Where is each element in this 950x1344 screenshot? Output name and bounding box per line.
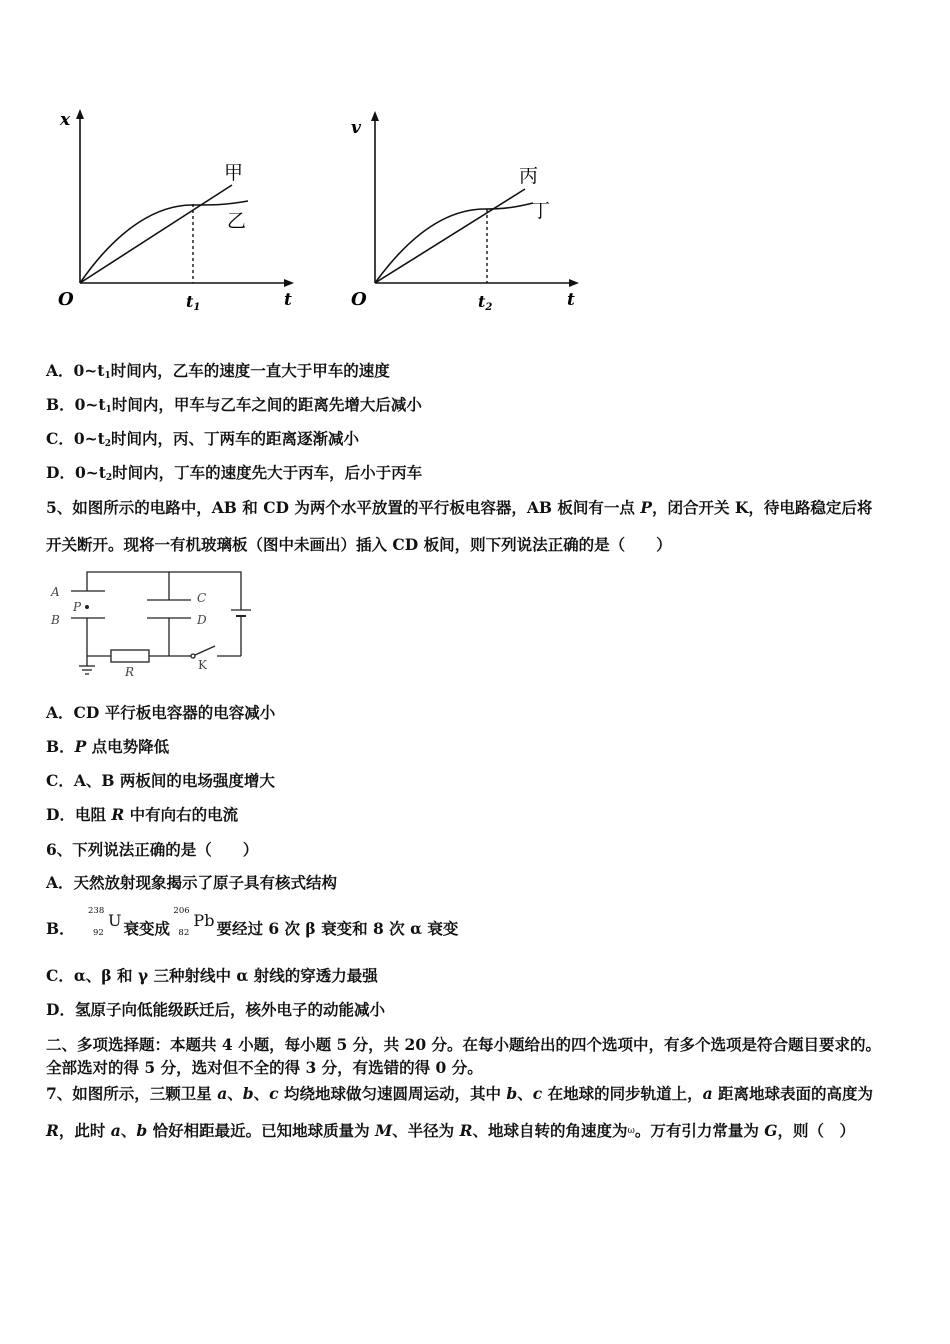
switch-lever bbox=[195, 646, 215, 655]
vt-x-arrow bbox=[569, 279, 579, 287]
circuit-top-wire bbox=[87, 572, 241, 610]
q5-stem-line2: 开关断开。现将一有机玻璃板（图中未画出）插入 CD 板间，则下列说法正确的是（ ） bbox=[46, 535, 672, 554]
label-r: R bbox=[125, 665, 135, 679]
uranium-nuclide: 238 92 U bbox=[88, 906, 122, 938]
q4-option-d: D．$0\sim t_2$时间内，丁车的速度先大于丙车，后小于丙车 bbox=[46, 463, 423, 483]
label-d: D bbox=[197, 613, 207, 627]
xt-label-jia: 甲 bbox=[224, 162, 244, 184]
q6-option-a: A．天然放射现象揭示了原子具有核式结构 bbox=[46, 873, 338, 892]
xt-graph bbox=[40, 105, 310, 330]
q5-option-c: C．A、B 两板间的电场强度增大 bbox=[46, 771, 275, 790]
label-c: C bbox=[197, 591, 207, 605]
lead-nuclide: 206 82 Pb bbox=[173, 906, 215, 938]
label-b: B bbox=[51, 613, 60, 627]
xt-origin: O bbox=[58, 289, 74, 310]
q4-option-c: C．$0\sim t_2$时间内，丙、丁两车的距离逐渐减小 bbox=[46, 429, 360, 449]
vt-y-label: v bbox=[351, 118, 361, 138]
xt-curve-yi bbox=[80, 201, 248, 283]
q5-option-b: B．P 点电势降低 bbox=[46, 737, 170, 756]
switch-contact bbox=[191, 654, 195, 658]
q7-line2: R，此时 a、b 恰好相距最近。已知地球质量为 M、半径为 R、地球自转的角速度为ω。万有引力常量为 G，则（ ） bbox=[46, 1121, 855, 1140]
vt-graph bbox=[335, 105, 605, 330]
xt-line-jia bbox=[80, 185, 232, 283]
vt-x-label: t bbox=[567, 290, 575, 310]
q6-option-c: C．α、β 和 γ 三种射线中 α 射线的穿透力最强 bbox=[46, 966, 378, 985]
xt-y-label: x bbox=[60, 110, 71, 130]
q4-option-b: B．$0\sim t_1$时间内，甲车与乙车之间的距离先增大后减小 bbox=[46, 395, 422, 415]
vt-tick: t2 bbox=[478, 292, 493, 313]
vt-line-bing bbox=[375, 189, 525, 283]
q5-option-d: D．电阻 R 中有向右的电流 bbox=[46, 805, 239, 824]
q6-stem: 6、下列说法正确的是（ ） bbox=[46, 840, 259, 859]
vt-y-arrow bbox=[371, 111, 379, 121]
vt-origin: O bbox=[351, 289, 367, 310]
q5-option-a: A．CD 平行板电容器的电容减小 bbox=[46, 703, 276, 722]
vt-label-ding: 丁 bbox=[531, 200, 551, 222]
vt-curve-ding bbox=[375, 203, 533, 283]
xt-x-arrow bbox=[284, 279, 294, 287]
xt-tick: t1 bbox=[186, 292, 201, 313]
q4-option-a: A．$0\sim t_1$时间内，乙车的速度一直大于甲车的速度 bbox=[46, 361, 390, 381]
label-a: A bbox=[51, 585, 60, 599]
xt-y-arrow bbox=[76, 109, 84, 119]
q6-option-d: D．氢原子向低能级跃迁后，核外电子的动能减小 bbox=[46, 1000, 385, 1019]
q7-line1: 7、如图所示，三颗卫星 a、b、c 均绕地球做匀速圆周运动，其中 b、c 在地球的同步轨道上，a 距离地球表面的高度为 bbox=[46, 1084, 874, 1103]
label-k: K bbox=[198, 658, 207, 672]
q5-stem-line1: 5、如图所示的电路中，AB 和 CD 为两个水平放置的平行板电容器，AB 板间有一点 P，闭合开关 K，待电路稳定后将 bbox=[46, 498, 873, 517]
vt-label-bing: 丙 bbox=[519, 165, 539, 187]
xt-x-label: t bbox=[284, 290, 292, 310]
xt-label-yi: 乙 bbox=[227, 210, 247, 232]
section2-line2: 全部选对的得 5 分，选对但不全的得 3 分，有选错的得 0 分。 bbox=[46, 1058, 483, 1077]
point-p bbox=[85, 605, 89, 609]
section2-line1: 二、多项选择题：本题共 4 小题，每小题 5 分，共 20 分。在每小题给出的四个选项中，有多个选项是符合题目要求的。 bbox=[46, 1035, 882, 1054]
q6-option-b: B． 238 92 U 衰变成 206 82 Pb 要经过 6 次 β 衰变和 8 次 α 衰变 bbox=[46, 906, 459, 938]
circuit-diagram bbox=[45, 566, 265, 686]
label-p: P bbox=[73, 600, 82, 614]
resistor bbox=[111, 650, 149, 662]
